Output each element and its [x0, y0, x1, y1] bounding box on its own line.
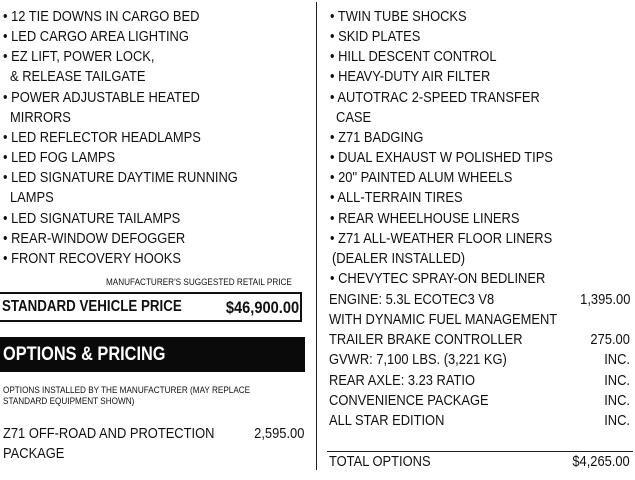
feature-line: • HILL DESCENT CONTROL: [330, 48, 497, 65]
feature-line: CASE: [336, 109, 372, 126]
option-price: INC.: [604, 372, 630, 389]
feature-line: • FRONT RECOVERY HOOKS: [3, 250, 181, 267]
feature-line: • TWIN TUBE SHOCKS: [330, 8, 467, 25]
feature-line: • DUAL EXHAUST W POLISHED TIPS: [330, 149, 553, 166]
total-label: TOTAL OPTIONS: [329, 453, 431, 470]
feature-line: • LED FOG LAMPS: [3, 149, 116, 166]
option-line: ENGINE: 5.3L ECOTEC3 V8: [329, 291, 495, 308]
feature-line: • Z71 BADGING: [330, 129, 424, 146]
msrp-caption: MANUFACTURER'S SUGGESTED RETAIL PRICE: [106, 277, 292, 288]
feature-line: • REAR WHEELHOUSE LINERS: [330, 210, 520, 227]
feature-line: • POWER ADJUSTABLE HEATED: [3, 89, 200, 106]
feature-line: MIRRORS: [10, 109, 71, 126]
option-price: 1,395.00: [579, 291, 630, 308]
feature-line: • HEAVY-DUTY AIR FILTER: [330, 68, 491, 85]
feature-line: • LED SIGNATURE DAYTIME RUNNING: [3, 169, 238, 186]
options-header-title: OPTIONS & PRICING: [3, 344, 166, 365]
feature-line: • CHEVYTEC SPRAY-ON BEDLINER: [330, 270, 546, 287]
feature-line: • ALL-TERRAIN TIRES: [330, 189, 463, 206]
option-price: INC.: [604, 351, 630, 368]
feature-line: • 20" PAINTED ALUM WHEELS: [330, 169, 513, 186]
option-line: REAR AXLE: 3.23 RATIO: [329, 372, 476, 389]
option-line: GVWR: 7,100 LBS. (3,221 KG): [329, 351, 507, 368]
feature-line: • AUTOTRAC 2-SPEED TRANSFER: [330, 89, 540, 106]
feature-line: • SKID PLATES: [330, 28, 421, 45]
feature-line: (DEALER INSTALLED): [332, 250, 466, 267]
option-price: 2,595.00: [253, 425, 304, 442]
feature-line: • EZ LIFT, POWER LOCK,: [3, 48, 155, 65]
feature-line: & RELEASE TAILGATE: [10, 68, 146, 85]
option-name: Z71 OFF-ROAD AND PROTECTION: [3, 425, 215, 442]
feature-line: LAMPS: [10, 189, 54, 206]
option-name: PACKAGE: [3, 445, 65, 462]
option-line: ALL STAR EDITION: [329, 412, 445, 429]
options-note: STANDARD EQUIPMENT SHOWN): [3, 396, 135, 407]
feature-line: • Z71 ALL-WEATHER FLOOR LINERS: [330, 230, 553, 247]
feature-line: • 12 TIE DOWNS IN CARGO BED: [3, 8, 200, 25]
column-divider: [316, 2, 317, 470]
option-price: 275.00: [590, 331, 630, 348]
standard-price-label: STANDARD VEHICLE PRICE: [2, 298, 182, 315]
feature-line: • LED REFLECTOR HEADLAMPS: [3, 129, 201, 146]
option-line: TRAILER BRAKE CONTROLLER: [329, 331, 523, 348]
option-line: WITH DYNAMIC FUEL MANAGEMENT: [329, 311, 558, 328]
option-price: INC.: [604, 412, 630, 429]
option-price: INC.: [604, 392, 630, 409]
option-line: CONVENIENCE PACKAGE: [329, 392, 489, 409]
feature-line: • LED SIGNATURE TAILAMPS: [3, 210, 181, 227]
feature-line: • REAR-WINDOW DEFOGGER: [3, 230, 186, 247]
standard-price-value: $46,900.00: [225, 298, 299, 317]
options-note: OPTIONS INSTALLED BY THE MANUFACTURER (MAY REPLACE: [3, 385, 251, 396]
feature-line: • LED CARGO AREA LIGHTING: [3, 28, 189, 45]
total-value: $4,265.00: [572, 453, 630, 470]
